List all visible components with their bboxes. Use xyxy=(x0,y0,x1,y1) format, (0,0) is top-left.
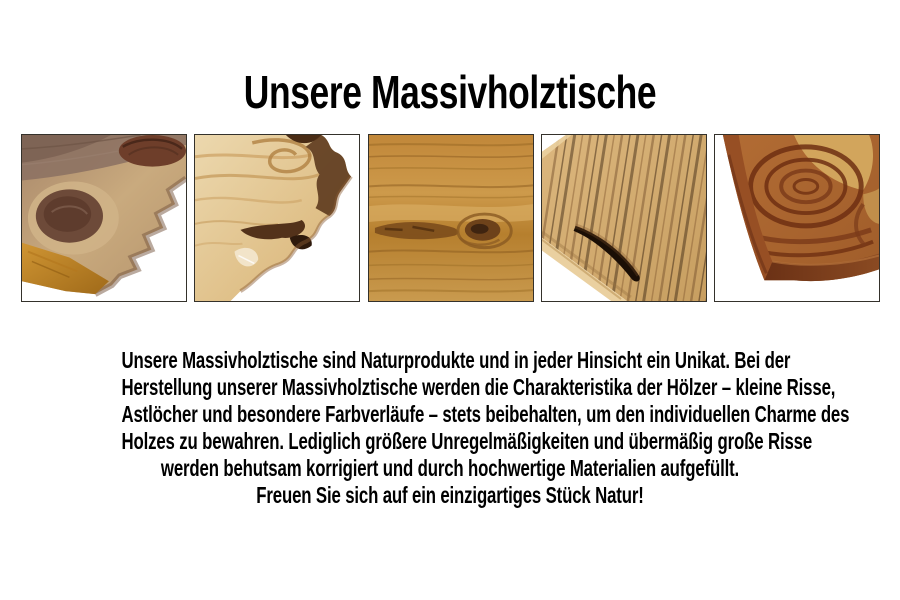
description-line-1: Unsere Massivholztische sind Naturprodukte und in jeder Hinsicht ein Unikat. Bei der xyxy=(121,347,791,373)
description-line-2: Herstellung unserer Massivholztische werden die Charakteristika der Hölzer – kleine Risse, xyxy=(121,374,836,400)
wood-photo-rough-sawn-crack xyxy=(541,134,707,302)
description-line-5: werden behutsam korrigiert und durch hochwertige Materialien aufgefüllt. xyxy=(160,455,740,481)
wood-texture-illustration xyxy=(715,135,879,301)
wood-texture-illustration xyxy=(22,135,186,301)
wood-photo-table-corner xyxy=(714,134,880,302)
wood-photo-golden-grain xyxy=(368,134,534,302)
wood-photo-light-live-edge xyxy=(194,134,360,302)
wood-texture-illustration xyxy=(369,135,533,301)
description-line-4: Holzes zu bewahren. Lediglich größere Unregelmäßigkeiten und übermäßig große Risse xyxy=(121,428,813,454)
wood-texture-illustration xyxy=(542,135,706,301)
page-title: Unsere Massivholztische xyxy=(243,66,657,118)
product-description xyxy=(121,347,850,509)
wood-photo-live-edge-knot xyxy=(21,134,187,302)
description-line-3: Astlöcher und besondere Farbverläufe – stets beibehalten, um den individuellen Charme des xyxy=(121,401,850,427)
wood-texture-illustration xyxy=(195,135,359,301)
description-line-6: Freuen Sie sich auf ein einzigartiges Stück Natur! xyxy=(256,482,644,508)
wood-photo-gallery xyxy=(21,134,880,302)
